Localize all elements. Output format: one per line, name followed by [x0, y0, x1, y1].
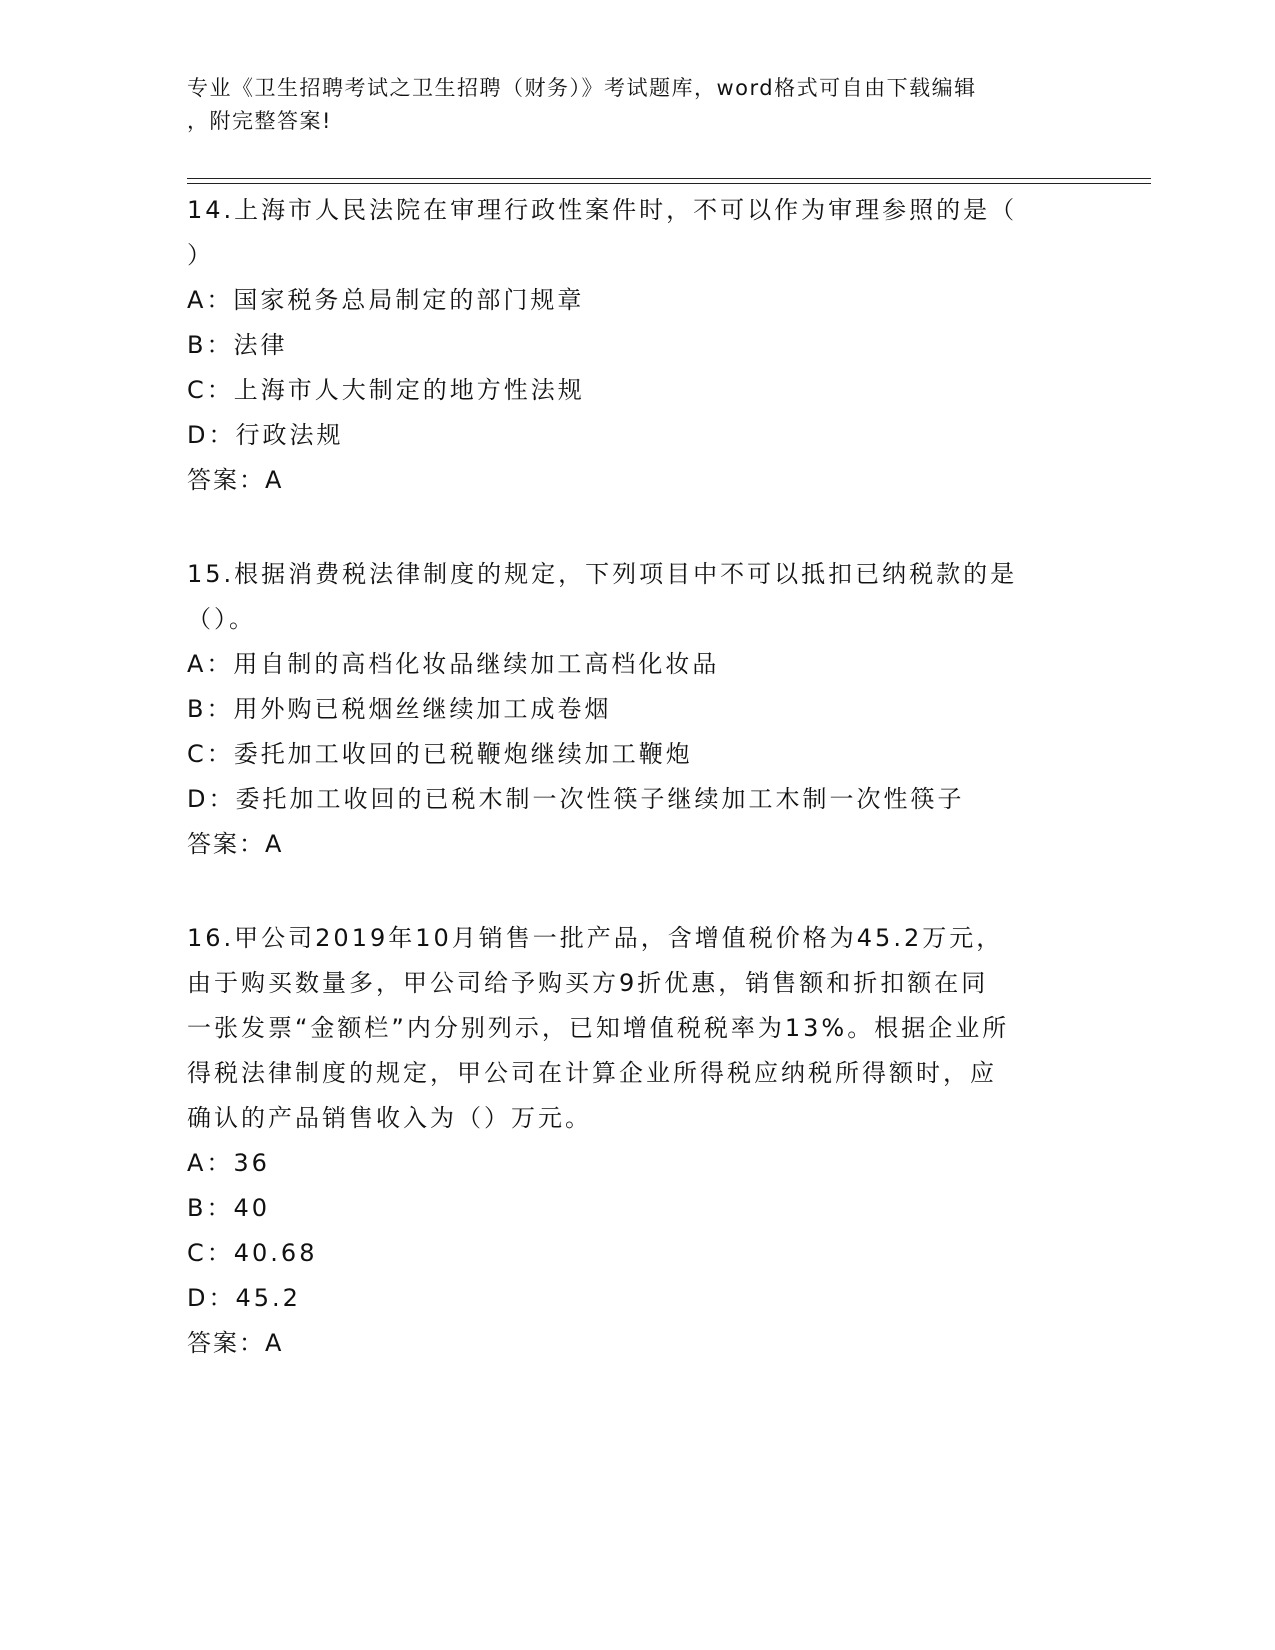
option-d: D：行政法规 [187, 421, 344, 449]
option-b: B：40 [187, 1194, 271, 1222]
option-c: C：上海市人大制定的地方性法规 [187, 376, 585, 404]
answer: 答案：A [187, 830, 284, 858]
question-15 [187, 552, 1087, 867]
option-d: D：45.2 [187, 1284, 301, 1312]
option-c: C：委托加工收回的已税鞭炮继续加工鞭炮 [187, 740, 693, 768]
option-c: C：40.68 [187, 1239, 318, 1267]
question-stem: 16.甲公司2019年10月销售一批产品，含增值税价格为45.2万元， 由于购买数量多，甲公司给予购买方9折优惠，销售额和折扣额在同 一张发票“金额栏”内分别列示，已知增值税税率为13%。根据企业所 得税法律制度的规定，甲公司在计算企业所得税应纳税所得额时，应 确认的产品销售收入为（）万元。 [187, 924, 1010, 1132]
option-a: A：36 [187, 1149, 270, 1177]
header-divider-top [187, 178, 1151, 179]
option-a: A：用自制的高档化妆品继续加工高档化妆品 [187, 650, 720, 678]
question-14 [187, 188, 1087, 503]
question-16 [187, 916, 1087, 1366]
option-b: B：法律 [187, 331, 288, 359]
option-a: A：国家税务总局制定的部门规章 [187, 286, 585, 314]
option-b: B：用外购已税烟丝继续加工成卷烟 [187, 695, 612, 723]
header-divider-bottom [187, 183, 1151, 184]
answer: 答案：A [187, 466, 284, 494]
option-d: D：委托加工收回的已税木制一次性筷子继续加工木制一次性筷子 [187, 785, 965, 813]
document-header: 专业《卫生招聘考试之卫生招聘（财务）》考试题库，word格式可自由下载编辑 ，附完整答案! [187, 76, 977, 133]
question-stem: 14.上海市人民法院在审理行政性案件时，不可以作为审理参照的是（ ） [187, 196, 1018, 269]
answer: 答案：A [187, 1329, 284, 1357]
question-stem: 15.根据消费税法律制度的规定，下列项目中不可以抵扣已纳税款的是 （）。 [187, 560, 1018, 633]
